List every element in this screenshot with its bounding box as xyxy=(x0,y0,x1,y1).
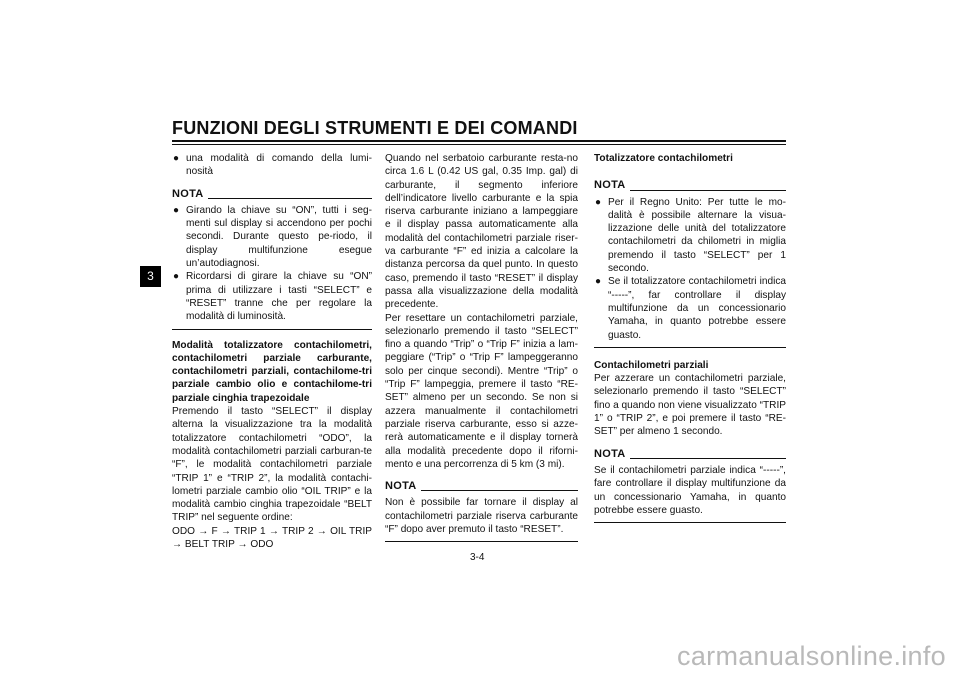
nota-label: NOTA xyxy=(172,187,204,200)
title-rule xyxy=(172,140,786,145)
watermark: carmanualsonline.info xyxy=(677,641,946,671)
list-item xyxy=(172,270,372,323)
bullet-icon: ● xyxy=(173,153,180,164)
nota-header xyxy=(594,448,786,461)
page-number: 3-4 xyxy=(470,552,485,563)
column-3 xyxy=(594,152,786,523)
bullet-icon: ● xyxy=(595,276,602,288)
nota-header xyxy=(385,480,578,493)
list-item xyxy=(172,152,372,179)
bullet-icon: ● xyxy=(173,271,180,283)
bullet-text: Per il Regno Unito: Per tutte le mo-dalità è possibile alternare la visua-lizzazione delle unità del totalizzatore contachilometri da chilometri in miglia premendo il tasto “SELECT” per 1 secondo. xyxy=(608,196,786,275)
page-title: FUNZIONI DEGLI STRUMENTI E DEI COMANDI xyxy=(172,118,578,138)
sequence-text: ODO → F → TRIP 1 → TRIP 2 → OIL TRIP → BELT TRIP → ODO xyxy=(172,525,372,551)
paragraph: Per resettare un contachilometri parziale, selezionarlo premendo il tasto “SELECT” fino a quando “Trip” o “Trip F” inizia a lam-peggiare (“Trip” o “Trip F” lampeggeranno solo per cinque secondi). Mentre “Trip” o “Trip F” lampeggia, premere il tasto “RE-SET” almeno per un secondo. Se non si azzera manualmente il contachilometri parziale riserva carburante, esso si azze-rerà automaticamente e il display tornerà alla modalità precedente dopo il riforni-mento e una percorrenza di 5 km (3 mi). xyxy=(385,312,578,470)
section-body: Per azzerare un contachilometri parziale, selezionarlo premendo il tasto “SELECT” fino a quando non viene visualizzato “TRIP 1” o “TRIP 2”, e poi premere il tasto “RE-SET” per almeno 1 secondo. xyxy=(594,373,786,438)
nota-rule xyxy=(630,190,786,191)
nota-text: Non è possibile far tornare il display al contachilometri parziale riserva carburante “F” dopo aver premuto il tasto “RESET”. xyxy=(385,497,578,536)
nota-label: NOTA xyxy=(594,179,626,192)
bullet-text: una modalità di comando della lumi-nosità xyxy=(186,153,372,178)
nota-text: Se il contachilometri parziale indica “-----”, fare controllare il display multifunzione da un concessionario Yamaha, in quanto potrebbe essere guasto. xyxy=(594,464,786,516)
nota-label: NOTA xyxy=(385,480,417,493)
list-item xyxy=(594,196,786,276)
nota-label: NOTA xyxy=(594,447,626,460)
column-2 xyxy=(385,152,578,542)
nota-end-rule xyxy=(172,329,372,330)
section-heading: Contachilometri parziali xyxy=(594,359,709,371)
chapter-tab: 3 xyxy=(140,266,161,287)
paragraph: Quando nel serbatoio carburante resta-no circa 1.6 L (0.42 US gal, 0.35 Imp. gal) di carburante, il segmento inferiore dell’indicatore livello carburante e la spia riserva carburante iniziano a lampeggiare e il display passa automaticamente alla modalità del contachilometri parziale riser-va carburante “F” ed inizia a calcolare la distanza percorsa da quel punto. In questo caso, premendo il tasto “RESET” il display passa alla visualizzazione della modalità precedente. xyxy=(385,153,578,311)
bullet-text: Ricordarsi di girare la chiave su “ON” prima di utilizzare i tasti “SELECT” e “RESET” tranne che per regolare la modalità di luminosità. xyxy=(186,271,372,323)
bullet-icon: ● xyxy=(595,196,602,208)
section-heading: Totalizzatore contachilometri xyxy=(594,153,733,164)
bullet-text: Girando la chiave su “ON”, tutti i seg-menti sul display si accendono per pochi secondi. Durante questo pe-riodo, il display multifunzione esegue un’autodiagnosi. xyxy=(186,204,372,270)
bullet-text: Se il totalizzatore contachilometri indica “-----”, far controllare il display multifunzione da un concessionario Yamaha, in quanto potrebbe essere guasto. xyxy=(608,276,786,341)
section-body: Premendo il tasto “SELECT” il display alterna la visualizzazione tra la modalità totalizzatore contachilometri “ODO”, la modalità contachilometri parziali carburan-te “F”, le modalità contachilometri parziale “TRIP 1” e “TRIP 2”, la modalità contachi-lometri parziale cambio olio “OIL TRIP” e la modalità cambio cinghia trapezoidale “BELT TRIP” nel seguente ordine: xyxy=(172,406,372,524)
nota-header xyxy=(594,179,786,192)
nota-header xyxy=(172,188,372,201)
bullet-icon: ● xyxy=(173,204,180,216)
nota-rule xyxy=(630,458,786,459)
nota-end-rule xyxy=(385,541,578,542)
section-heading: Modalità totalizzatore contachilometri, contachilometri parziale carburante, contachilometri parziali, contachilome-tri parziale cambio olio e contachilome-tri parziale cinghia trapezoidale xyxy=(172,339,372,404)
nota-rule xyxy=(421,490,578,491)
nota-end-rule xyxy=(594,522,786,523)
list-item xyxy=(172,204,372,270)
list-item xyxy=(594,275,786,341)
nota-rule xyxy=(208,198,372,199)
column-1 xyxy=(172,152,372,551)
nota-end-rule xyxy=(594,347,786,348)
